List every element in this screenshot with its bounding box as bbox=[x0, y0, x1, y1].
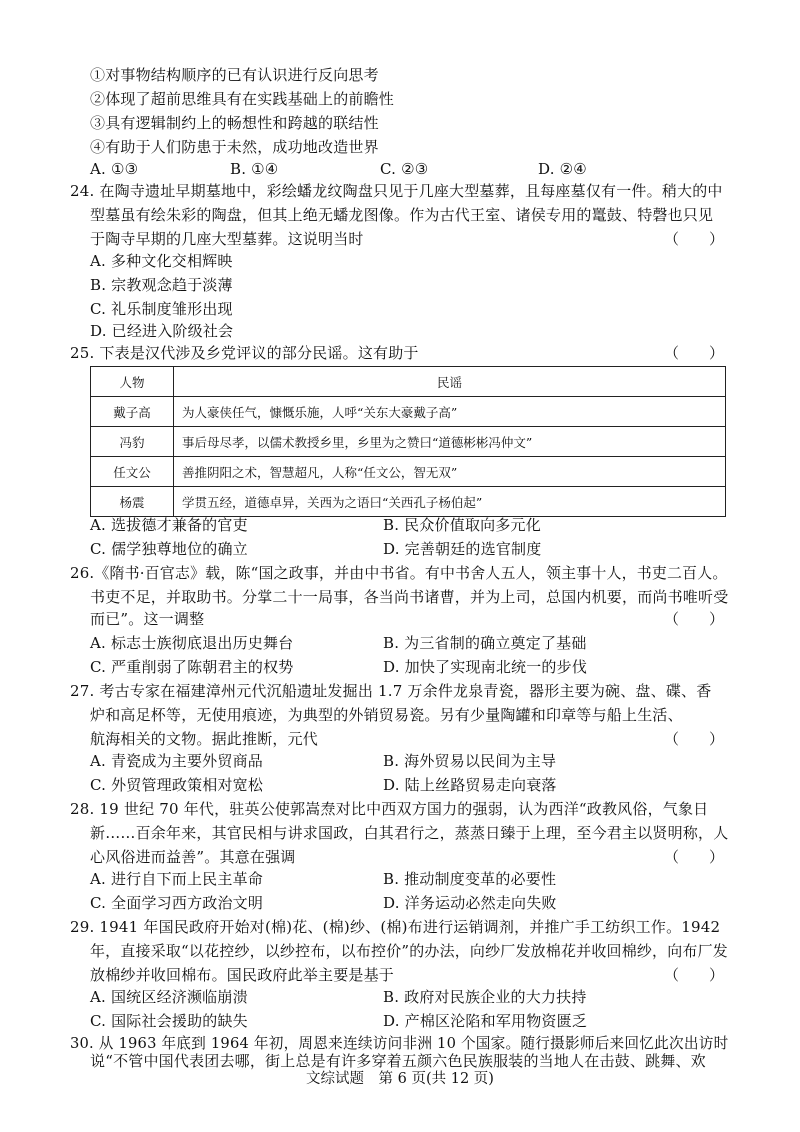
q25-option-d: D. 完善朝廷的选官制度 bbox=[383, 540, 542, 558]
q27-option-b: B. 海外贸易以民间为主导 bbox=[383, 752, 557, 770]
q26-stem-line-2: 书吏不足，并取助书。分掌二十一局事，各当尚书诸曹，并为上司，总国内机要，而尚书唯听受 bbox=[90, 588, 729, 606]
q27-option-d: D. 陆上丝路贸易走向衰落 bbox=[383, 776, 557, 794]
q27-stem-line-1: 27. 考古专家在福建漳州元代沉船遗址发掘出 1.7 万余件龙泉青瓷，器形主要为碗、盘、碟、香 bbox=[70, 682, 712, 700]
cell-ballad: 善推阴阳之术，智慧超凡，人称“任文公，智无双” bbox=[174, 457, 726, 487]
page-footer: 文综试题 第 6 页(共 12 页) bbox=[306, 1071, 494, 1087]
cell-person: 冯豹 bbox=[91, 427, 174, 457]
q24-stem-line-1: 24. 在陶寺遗址早期墓地中，彩绘蟠龙纹陶盘只见于几座大型墓葬，且每座墓仅有一件。稍大的中 bbox=[70, 182, 723, 200]
q28-stem-line-2: 新……百余年来，其官民相与讲求国政，白其君行之，蒸蒸日臻于上理，至今君主以贤明称，人 bbox=[90, 824, 729, 842]
q23-statement-2: ②体现了超前思维具有在实践基础上的前瞻性 bbox=[90, 90, 395, 108]
cell-ballad: 事后母尽孝，以儒术教授乡里，乡里为之赞曰“道德彬彬冯仲文” bbox=[174, 427, 726, 457]
table-header-row bbox=[91, 367, 726, 397]
q26-option-c: C. 严重削弱了陈朝君主的权势 bbox=[90, 658, 294, 676]
cell-person: 任文公 bbox=[91, 457, 174, 487]
q29-stem-line-2: 年，直接采取“以花控纱，以纱控布，以布控价”的办法，向纱厂发放棉花并收回棉纱，向布厂发 bbox=[90, 942, 728, 960]
q27-stem-line-3: 航海相关的文物。据此推断，元代 bbox=[90, 730, 319, 748]
header-person: 人物 bbox=[91, 367, 174, 397]
q23-statement-3: ③具有逻辑制约上的畅想性和跨越的联结性 bbox=[90, 114, 379, 132]
q25-stem: 25. 下表是汉代涉及乡党评议的部分民谣。这有助于 bbox=[70, 344, 419, 362]
q26-stem-line-3: 而已”。这一调整 bbox=[90, 610, 205, 628]
q29-option-d: D. 产棉区沦陷和军用物资匮乏 bbox=[383, 1012, 588, 1030]
q26-option-a: A. 标志士族彻底退出历史舞台 bbox=[90, 634, 294, 652]
q25-option-b: B. 民众价值取向多元化 bbox=[383, 516, 541, 534]
q24-option-a: A. 多种文化交相辉映 bbox=[90, 252, 233, 270]
q25-answer-paren: （ ） bbox=[664, 344, 725, 362]
q24-stem-line-2: 型墓虽有绘朱彩的陶盘，但其上绝无蟠龙图像。作为古代王室、诸侯专用的鼍鼓、特磬也只见 bbox=[90, 206, 714, 224]
q23-statement-1: ①对事物结构顺序的已有认识进行反向思考 bbox=[90, 66, 379, 84]
q28-answer-paren: （ ） bbox=[664, 848, 725, 866]
q29-stem-line-3: 放棉纱并收回棉布。国民政府此举主要是基于 bbox=[90, 966, 395, 984]
q29-stem-line-1: 29. 1941 年国民政府开始对(棉)花、(棉)纱、(棉)布进行运销调剂，并推广手工纺织工作。1942 bbox=[70, 918, 721, 936]
table-row bbox=[91, 397, 726, 427]
q29-option-b: B. 政府对民族企业的大力扶持 bbox=[383, 988, 587, 1006]
q25-option-c: C. 儒学独尊地位的确立 bbox=[90, 540, 248, 558]
q26-option-b: B. 为三省制的确立奠定了基础 bbox=[383, 634, 587, 652]
q28-stem-line-1: 28. 19 世纪 70 年代，驻英公使郭嵩焘对比中西双方国力的强弱，认为西洋“政教风俗，气象日 bbox=[70, 800, 709, 818]
q28-option-d: D. 洋务运动必然走向失败 bbox=[383, 894, 557, 912]
q26-stem-line-1: 26.《隋书·百官志》载，陈“国之政事，并由中书省。有中书舍人五人，领主事十人，书吏二百人。 bbox=[70, 564, 728, 582]
q29-answer-paren: （ ） bbox=[664, 966, 725, 984]
q27-answer-paren: （ ） bbox=[664, 730, 725, 748]
q23-option-c: C. ②③ bbox=[380, 160, 429, 178]
q30-stem-line-2: 说“不管中国代表团去哪，街上总是有许多穿着五颜六色民族服装的当地人在击鼓、跳舞、欢 bbox=[90, 1052, 706, 1070]
q24-answer-paren: （ ） bbox=[664, 230, 725, 248]
q23-option-b: B. ①④ bbox=[230, 160, 279, 178]
q28-stem-line-3: 心风俗进而益善”。其意在强调 bbox=[90, 848, 296, 866]
q27-option-a: A. 青瓷成为主要外贸商品 bbox=[90, 752, 263, 770]
q23-option-a: A. ①③ bbox=[90, 160, 139, 178]
q24-option-d: D. 已经进入阶级社会 bbox=[90, 322, 234, 340]
table-row bbox=[91, 457, 726, 487]
header-ballad: 民谣 bbox=[174, 367, 726, 397]
q27-stem-line-2: 炉和高足杯等，无使用痕迹，为典型的外销贸易瓷。另有少量陶罐和印章等与船上生活、 bbox=[90, 706, 683, 724]
q24-stem-line-3: 于陶寺早期的几座大型墓葬。这说明当时 bbox=[90, 230, 364, 248]
q23-statement-4: ④有助于人们防患于未然，成功地改造世界 bbox=[90, 138, 379, 156]
q28-option-a: A. 进行自下而上民主革命 bbox=[90, 870, 263, 888]
q30-stem-line-1: 30. 从 1963 年底到 1964 年初，周恩来连续访问非洲 10 个国家。随行摄影师后来回忆此次出访时 bbox=[70, 1034, 729, 1052]
q24-option-b: B. 宗教观念趋于淡薄 bbox=[90, 276, 233, 294]
ballad-table bbox=[90, 366, 726, 517]
cell-person: 戴子高 bbox=[91, 397, 174, 427]
table-row bbox=[91, 487, 726, 517]
cell-ballad: 学贯五经，道德卓异，关西为之语曰“关西孔子杨伯起” bbox=[174, 487, 726, 517]
q25-option-a: A. 选拔德才兼备的官吏 bbox=[90, 516, 248, 534]
cell-person: 杨震 bbox=[91, 487, 174, 517]
q29-option-c: C. 国际社会援助的缺失 bbox=[90, 1012, 248, 1030]
q23-option-d: D. ②④ bbox=[538, 160, 587, 178]
q29-option-a: A. 国统区经济濒临崩溃 bbox=[90, 988, 248, 1006]
q28-option-c: C. 全面学习西方政治文明 bbox=[90, 894, 264, 912]
q26-option-d: D. 加快了实现南北统一的步伐 bbox=[383, 658, 588, 676]
cell-ballad: 为人豪侠任气，慷慨乐施，人呼“关东大豪戴子高” bbox=[174, 397, 726, 427]
q24-option-c: C. 礼乐制度雏形出现 bbox=[90, 300, 233, 318]
q27-option-c: C. 外贸管理政策相对宽松 bbox=[90, 776, 264, 794]
q28-option-b: B. 推动制度变革的必要性 bbox=[383, 870, 557, 888]
table-row bbox=[91, 427, 726, 457]
q26-answer-paren: （ ） bbox=[664, 610, 725, 628]
